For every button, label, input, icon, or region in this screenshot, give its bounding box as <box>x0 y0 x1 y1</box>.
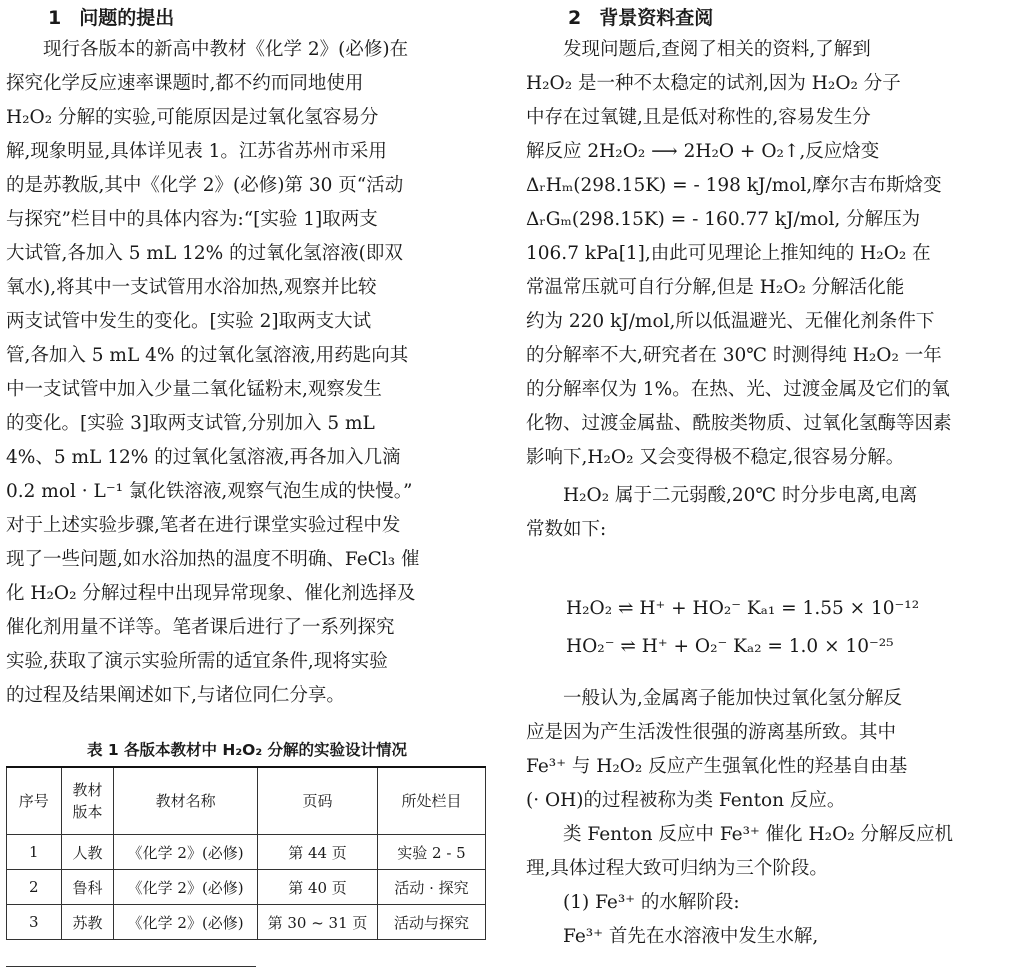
text-line: 化 H₂O₂ 分解过程中出现异常现象、催化剂选择及 <box>6 583 416 604</box>
table-cell: 实验 2 - 5 <box>377 835 485 870</box>
equilibrium-equation: HO₂⁻ ⇌ H⁺ + O₂⁻ Kₐ₂ = 1.0 × 10⁻²⁵ <box>566 636 894 657</box>
text-line: 常温常压就可自行分解,但是 H₂O₂ 分解活化能 <box>526 277 905 298</box>
text-line: 大试管,各加入 5 mL 12% 的过氧化氢溶液(即双 <box>6 243 403 264</box>
text-line: 类 Fenton 反应中 Fe³⁺ 催化 H₂O₂ 分解反应机 <box>563 824 954 845</box>
text-line: 的变化。[实验 3]取两支试管,分别加入 5 mL <box>6 413 375 434</box>
table-cell: 2 <box>7 870 62 905</box>
table-cell: 3 <box>7 905 62 940</box>
text-line: 常数如下: <box>526 519 607 540</box>
footnote-rule <box>6 966 256 967</box>
text-line: 影响下,H₂O₂ 又会变得极不稳定,很容易分解。 <box>526 447 905 468</box>
table-cell: 《化学 2》(必修) <box>114 905 258 940</box>
text-line: H₂O₂ 属于二元弱酸,20℃ 时分步电离,电离 <box>563 485 918 506</box>
section-title: 背景资料查阅 <box>599 7 714 29</box>
column-header: 页码 <box>258 767 378 835</box>
text-line: 氧水),将其中一支试管用水浴加热,观察并比较 <box>6 277 377 298</box>
text-line: 发现问题后,查阅了相关的资料,了解到 <box>563 39 871 60</box>
section-heading-2 <box>526 3 713 33</box>
table-cell: 第 44 页 <box>258 835 378 870</box>
text-line: 4%、5 mL 12% 的过氧化氢溶液,再各加入几滴 <box>6 447 401 468</box>
table-cell: 苏教 <box>61 905 114 940</box>
text-line: 的是苏教版,其中《化学 2》(必修)第 30 页“活动 <box>6 175 404 196</box>
text-line: 0.2 mol · L⁻¹ 氯化铁溶液,观察气泡生成的快慢。” <box>6 481 413 502</box>
equation-block <box>526 590 1008 666</box>
text-line: H₂O₂ 分解的实验,可能原因是过氧化氢容易分 <box>6 107 379 128</box>
text-line: ΔᵣGₘ(298.15K) = - 160.77 kJ/mol, 分解压为 <box>526 209 921 230</box>
text-line: 的分解率仅为 1%。在热、光、过渡金属及它们的氧 <box>526 379 950 400</box>
text-line: 现了一些问题,如水浴加热的温度不明确、FeCl₃ 催 <box>6 549 420 570</box>
text-line: 的过程及结果阐述如下,与诸位同仁分享。 <box>6 685 345 706</box>
text-line: 中存在过氧键,且是低对称性的,容易发生分 <box>526 107 871 128</box>
column-header: 教材版本 <box>61 767 114 835</box>
text-line: (· OH)的过程被称为类 Fenton 反应。 <box>526 790 846 811</box>
text-line: 理,具体过程大致可归纳为三个阶段。 <box>526 858 828 879</box>
table-cell: 人教 <box>61 835 114 870</box>
text-line: 探究化学反应速率课题时,都不约而同地使用 <box>6 73 364 94</box>
table-cell: 第 40 页 <box>258 870 378 905</box>
text-line: 中一支试管中加入少量二氧化锰粉末,观察发生 <box>6 379 382 400</box>
text-line: H₂O₂ 是一种不太稳定的试剂,因为 H₂O₂ 分子 <box>526 73 901 94</box>
right-body-b <box>526 682 1008 954</box>
text-line: 实验,获取了演示实验所需的适宜条件,现将实验 <box>6 651 388 672</box>
text-line: 化物、过渡金属盐、酰胺类物质、过氧化氢酶等因素 <box>526 413 952 434</box>
text-line: (1) Fe³⁺ 的水解阶段: <box>563 892 740 913</box>
table-row <box>7 835 486 870</box>
section-title: 问题的提出 <box>79 7 175 29</box>
table-header-row <box>7 767 486 835</box>
right-body-a <box>526 33 1008 547</box>
text-line: 解,现象明显,具体详见表 1。江苏省苏州市采用 <box>6 141 387 162</box>
table-cell: 活动 · 探究 <box>377 870 485 905</box>
table-cell: 活动与探究 <box>377 905 485 940</box>
section-number: 1 <box>48 7 62 29</box>
equilibrium-equation: H₂O₂ ⇌ H⁺ + HO₂⁻ Kₐ₁ = 1.55 × 10⁻¹² <box>566 598 920 619</box>
text-line: 解反应 2H₂O₂ ⟶ 2H₂O + O₂↑,反应焓变 <box>526 141 880 162</box>
table-cell: 1 <box>7 835 62 870</box>
text-line: 的分解率不大,研究者在 30℃ 时测得纯 H₂O₂ 一年 <box>526 345 942 366</box>
text-line: 一般认为,金属离子能加快过氧化氢分解反 <box>563 688 902 709</box>
text-line: 与探究”栏目中的具体内容为:“[实验 1]取两支 <box>6 209 378 230</box>
text-line: 两支试管中发生的变化。[实验 2]取两支大试 <box>6 311 372 332</box>
text-line: 催化剂用量不详等。笔者课后进行了一系列探究 <box>6 617 395 638</box>
text-line: 约为 220 kJ/mol,所以低温避光、无催化剂条件下 <box>526 311 935 332</box>
text-line: Fe³⁺ 首先在水溶液中发生水解, <box>563 926 819 947</box>
column-header: 序号 <box>7 767 62 835</box>
text-line: 管,各加入 5 mL 4% 的过氧化氢溶液,用药匙向其 <box>6 345 409 366</box>
section-number: 2 <box>568 7 582 29</box>
text-line: 应是因为产生活泼性很强的游离基所致。其中 <box>526 722 897 743</box>
left-body <box>6 33 488 713</box>
table-row <box>7 870 486 905</box>
text-line: 对于上述实验步骤,笔者在进行课堂实验过程中发 <box>6 515 401 536</box>
column-header: 所处栏目 <box>377 767 485 835</box>
text-line: Fe³⁺ 与 H₂O₂ 反应产生强氧化性的羟基自由基 <box>526 756 908 777</box>
table-cell: 第 30 ~ 31 页 <box>258 905 378 940</box>
section-heading-1 <box>6 3 174 33</box>
text-line: 106.7 kPa[1],由此可见理论上推知纯的 H₂O₂ 在 <box>526 243 931 264</box>
table-caption: 表 1 各版本教材中 H₂O₂ 分解的实验设计情况 <box>86 741 408 759</box>
text-line: ΔᵣHₘ(298.15K) = - 198 kJ/mol,摩尔吉布斯焓变 <box>526 175 942 196</box>
edition-table <box>6 766 486 940</box>
table-cell: 鲁科 <box>61 870 114 905</box>
text-line: 现行各版本的新高中教材《化学 2》(必修)在 <box>43 39 409 60</box>
table-cell: 《化学 2》(必修) <box>114 835 258 870</box>
table-cell: 《化学 2》(必修) <box>114 870 258 905</box>
column-header: 教材名称 <box>114 767 258 835</box>
table-row <box>7 905 486 940</box>
